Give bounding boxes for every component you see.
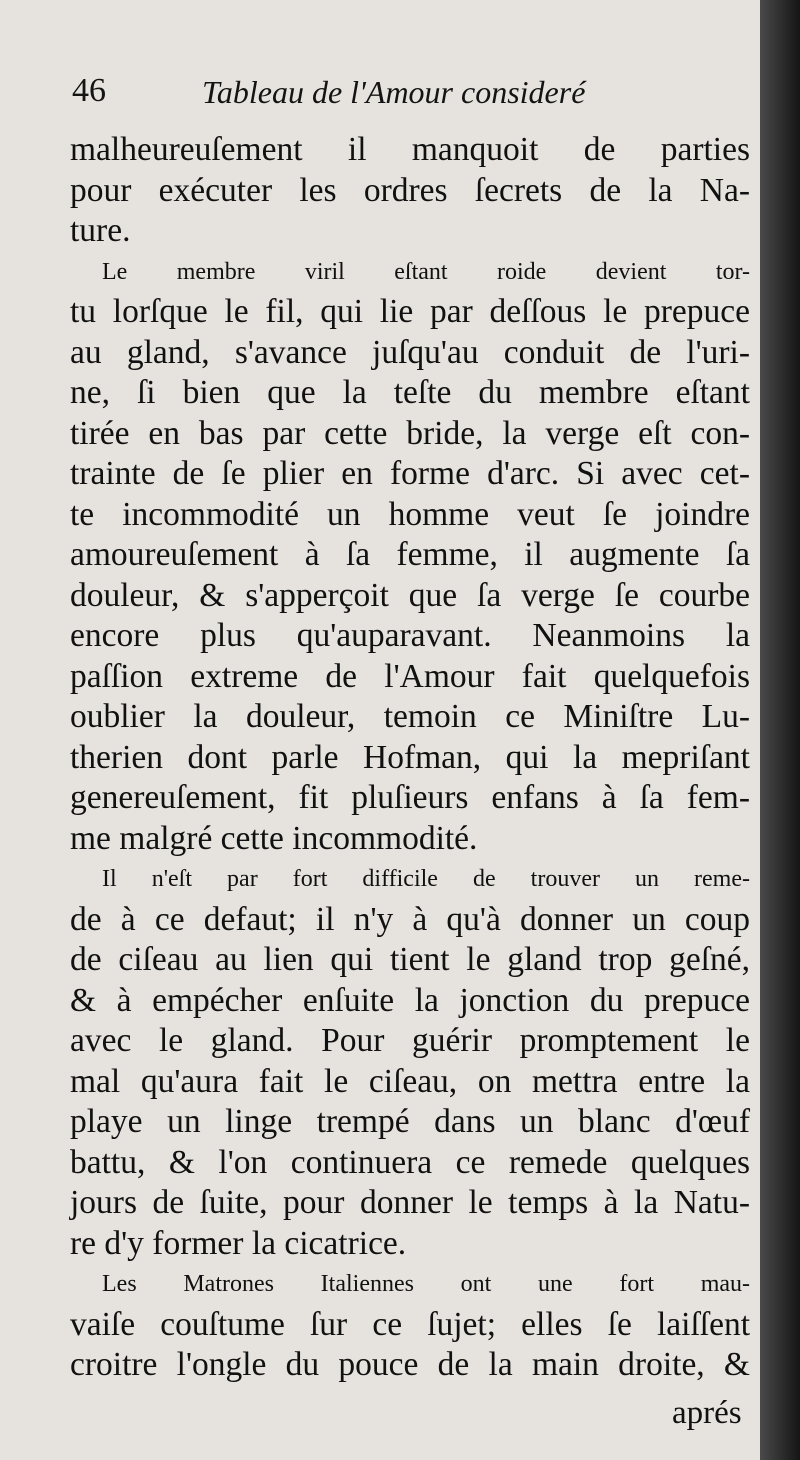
text-line: Il n'eſt par fort difficile de trouver un reme-: [102, 866, 750, 892]
text-line: battu, & l'on continuera ce remede quelques: [70, 1143, 750, 1181]
text-line: oublier la douleur, temoin ce Miniſtre Lu-: [70, 698, 750, 735]
text-line: malheureuſement il manquoit de parties: [70, 131, 750, 168]
text-line: mal qu'aura fait le ciſeau, on mettra entre la: [70, 1062, 750, 1100]
running-title: Tableau de l'Amour consideré: [202, 74, 586, 110]
text-line: tirée en bas par cette bride, la verge eſt con-: [70, 414, 750, 452]
text-line: Le membre viril eſtant roide devient tor-: [102, 258, 750, 285]
text-line: de à ce defaut; il n'y à qu'à donner un coup: [70, 900, 750, 938]
text-line: avec le gland. Pour guérir promptement le: [70, 1022, 750, 1059]
text-line: vaiſe couſtume ſur ce ſujet; elles ſe laiſſent: [70, 1305, 750, 1343]
text-line: encore plus qu'auparavant. Neanmoins la: [70, 617, 750, 654]
text-line: playe un linge trempé dans un blanc d'œuf: [70, 1103, 750, 1140]
text-line: Les Matrones Italiennes ont une fort mau-: [102, 1271, 750, 1297]
text-line: ne, ſi bien que la teſte du membre eſtant: [70, 374, 750, 411]
text-line: te incommodité un homme veut ſe joindre: [70, 495, 750, 533]
text-line: ture.: [70, 212, 131, 249]
text-line: douleur, & s'apperçoit que ſa verge ſe courbe: [70, 576, 750, 614]
body-text: [70, 130, 750, 1386]
page-header: [72, 72, 732, 116]
text-line: amoureuſement à ſa femme, il augmente ſa: [70, 536, 750, 573]
text-line: genereuſement, fit pluſieurs enfans à ſa fem-: [70, 779, 750, 816]
text-line: de ciſeau au lien qui tient le gland trop geſné,: [70, 941, 750, 978]
text-line: re d'y former la cicatrice.: [70, 1224, 407, 1262]
page-number: 46: [72, 72, 106, 109]
catchword: aprés: [672, 1395, 742, 1431]
text-line: therien dont parle Hofman, qui la mepriſant: [70, 738, 750, 776]
text-line: pour exécuter les ordres ſecrets de la Na-: [70, 171, 750, 209]
text-line: jours de ſuite, pour donner le temps à la Natu-: [70, 1184, 750, 1221]
text-line: trainte de ſe plier en forme d'arc. Si avec cet-: [70, 455, 750, 492]
text-line: croitre l'ongle du pouce de la main droite, &: [70, 1346, 750, 1383]
text-line: tu lorſque le fil, qui lie par deſſous le prepuce: [70, 293, 750, 330]
text-line: me malgré cette incommodité.: [70, 819, 478, 857]
book-page-edge: [760, 0, 800, 1460]
text-line: paſſion extreme de l'Amour fait quelquefois: [70, 657, 750, 695]
text-line: & à empécher enſuite la jonction du prepuce: [70, 981, 750, 1019]
text-line: au gland, s'avance juſqu'au conduit de l'uri-: [70, 333, 750, 371]
